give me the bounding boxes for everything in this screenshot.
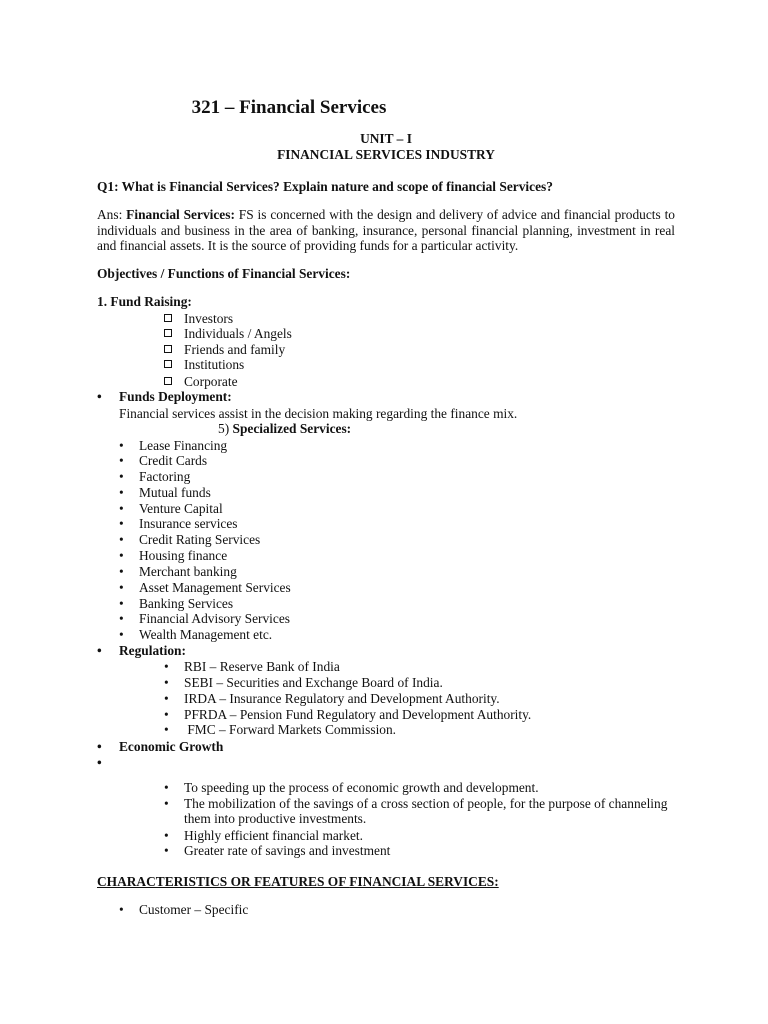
bullet-icon: • [164, 796, 169, 811]
list-item: Individuals / Angels [164, 326, 292, 342]
list-item: • Customer – Specific [119, 902, 249, 917]
unit-label: UNIT – I [360, 131, 412, 146]
list-item: • Credit Cards [119, 453, 208, 468]
bullet-icon: • [97, 643, 102, 658]
list-item: • Banking Services [119, 596, 234, 611]
bullet-icon: • [119, 501, 124, 516]
list-item: • RBI – Reserve Bank of India [164, 659, 340, 674]
objectives-heading: Objectives / Functions of Financial Services: [97, 266, 351, 281]
bullet-icon: • [119, 469, 124, 484]
bullet-icon: • [97, 389, 102, 404]
fund-raising-label: 1. Fund Raising: [97, 294, 192, 309]
list-item: • To speeding up the process of economic growth and development. [164, 780, 539, 795]
square-bullet-icon [164, 345, 172, 353]
list-item: • Greater rate of savings and investment [164, 843, 391, 858]
bullet-icon: • [164, 828, 169, 843]
bullet-icon: • [119, 596, 124, 611]
list-item: • Financial Advisory Services [119, 611, 290, 626]
question-heading: Q1: What is Financial Services? Explain nature and scope of financial Services? [97, 179, 553, 194]
list-item: • Mutual funds [119, 485, 211, 500]
bullet-icon: • [119, 485, 124, 500]
bullet-icon: • [119, 453, 124, 468]
list-item: • Insurance services [119, 516, 238, 531]
list-item-continuation: them into productive investments. [184, 811, 367, 826]
answer-term: Financial Services: [126, 207, 235, 222]
list-item: • Lease Financing [119, 438, 228, 453]
list-item: • Merchant banking [119, 564, 237, 579]
bullet-icon: • [164, 843, 169, 858]
list-item: Investors [164, 311, 233, 327]
list-item: • Asset Management Services [119, 580, 291, 595]
bullet-icon: • [119, 627, 124, 642]
bullet-icon: • [164, 722, 169, 737]
specialized-heading: 5) Specialized Services: [218, 421, 352, 436]
list-item: • Housing finance [119, 548, 228, 563]
list-item: Friends and family [164, 342, 285, 358]
funds-deployment-heading: • Funds Deployment: [97, 389, 232, 404]
economic-growth-heading: • Economic Growth [97, 739, 224, 754]
square-bullet-icon [164, 360, 172, 368]
characteristics-heading: CHARACTERISTICS OR FEATURES OF FINANCIAL SERVICES: [97, 874, 499, 889]
bullet-icon: • [164, 659, 169, 674]
bullet-icon: • [119, 516, 124, 531]
bullet-icon: • [164, 675, 169, 690]
bullet-icon: • [164, 707, 169, 722]
list-item: • Venture Capital [119, 501, 223, 516]
list-item: Corporate [164, 374, 238, 390]
page-title: 321 – Financial Services [191, 97, 387, 118]
list-item: • Highly efficient financial market. [164, 828, 363, 843]
bullet-icon: • [164, 691, 169, 706]
bullet-icon: • [97, 739, 102, 754]
list-item: • Wealth Management etc. [119, 627, 273, 642]
bullet-icon: • [164, 780, 169, 795]
square-bullet-icon [164, 377, 172, 385]
bullet-icon: • [119, 902, 124, 917]
empty-bullet [97, 755, 119, 771]
funds-deployment-text: Financial services assist in the decision making regarding the finance mix. [119, 406, 518, 421]
unit-title: FINANCIAL SERVICES INDUSTRY [277, 147, 495, 162]
list-item: • FMC – Forward Markets Commission. [164, 722, 397, 737]
list-item: • PFRDA – Pension Fund Regulatory and Development Authority. [164, 707, 532, 722]
bullet-icon: • [119, 532, 124, 547]
list-item: • SEBI – Securities and Exchange Board of India. [164, 675, 443, 690]
regulation-heading: • Regulation: [97, 643, 186, 658]
answer-prefix: Ans: [97, 207, 127, 222]
list-item: • The mobilization of the savings of a cross section of people, for the purpose of channeling [164, 796, 668, 811]
answer-text: FS is concerned with the design and delivery of advice and financial products to individuals and business in the area of banking, insurance, personal financial planning, investment in real and financial assets. It is the source of providing funds for a particular activity. [97, 207, 675, 254]
list-item: • Credit Rating Services [119, 532, 261, 547]
bullet-icon: • [119, 611, 124, 626]
square-bullet-icon [164, 314, 172, 322]
list-item: • IRDA – Insurance Regulatory and Development Authority. [164, 691, 500, 706]
bullet-icon: • [97, 755, 102, 770]
square-bullet-icon [164, 329, 172, 337]
bullet-icon: • [119, 580, 124, 595]
answer-paragraph [97, 207, 675, 254]
list-item: Institutions [164, 357, 244, 373]
bullet-icon: • [119, 564, 124, 579]
bullet-icon: • [119, 548, 124, 563]
bullet-icon: • [119, 438, 124, 453]
list-item: • Factoring [119, 469, 191, 484]
